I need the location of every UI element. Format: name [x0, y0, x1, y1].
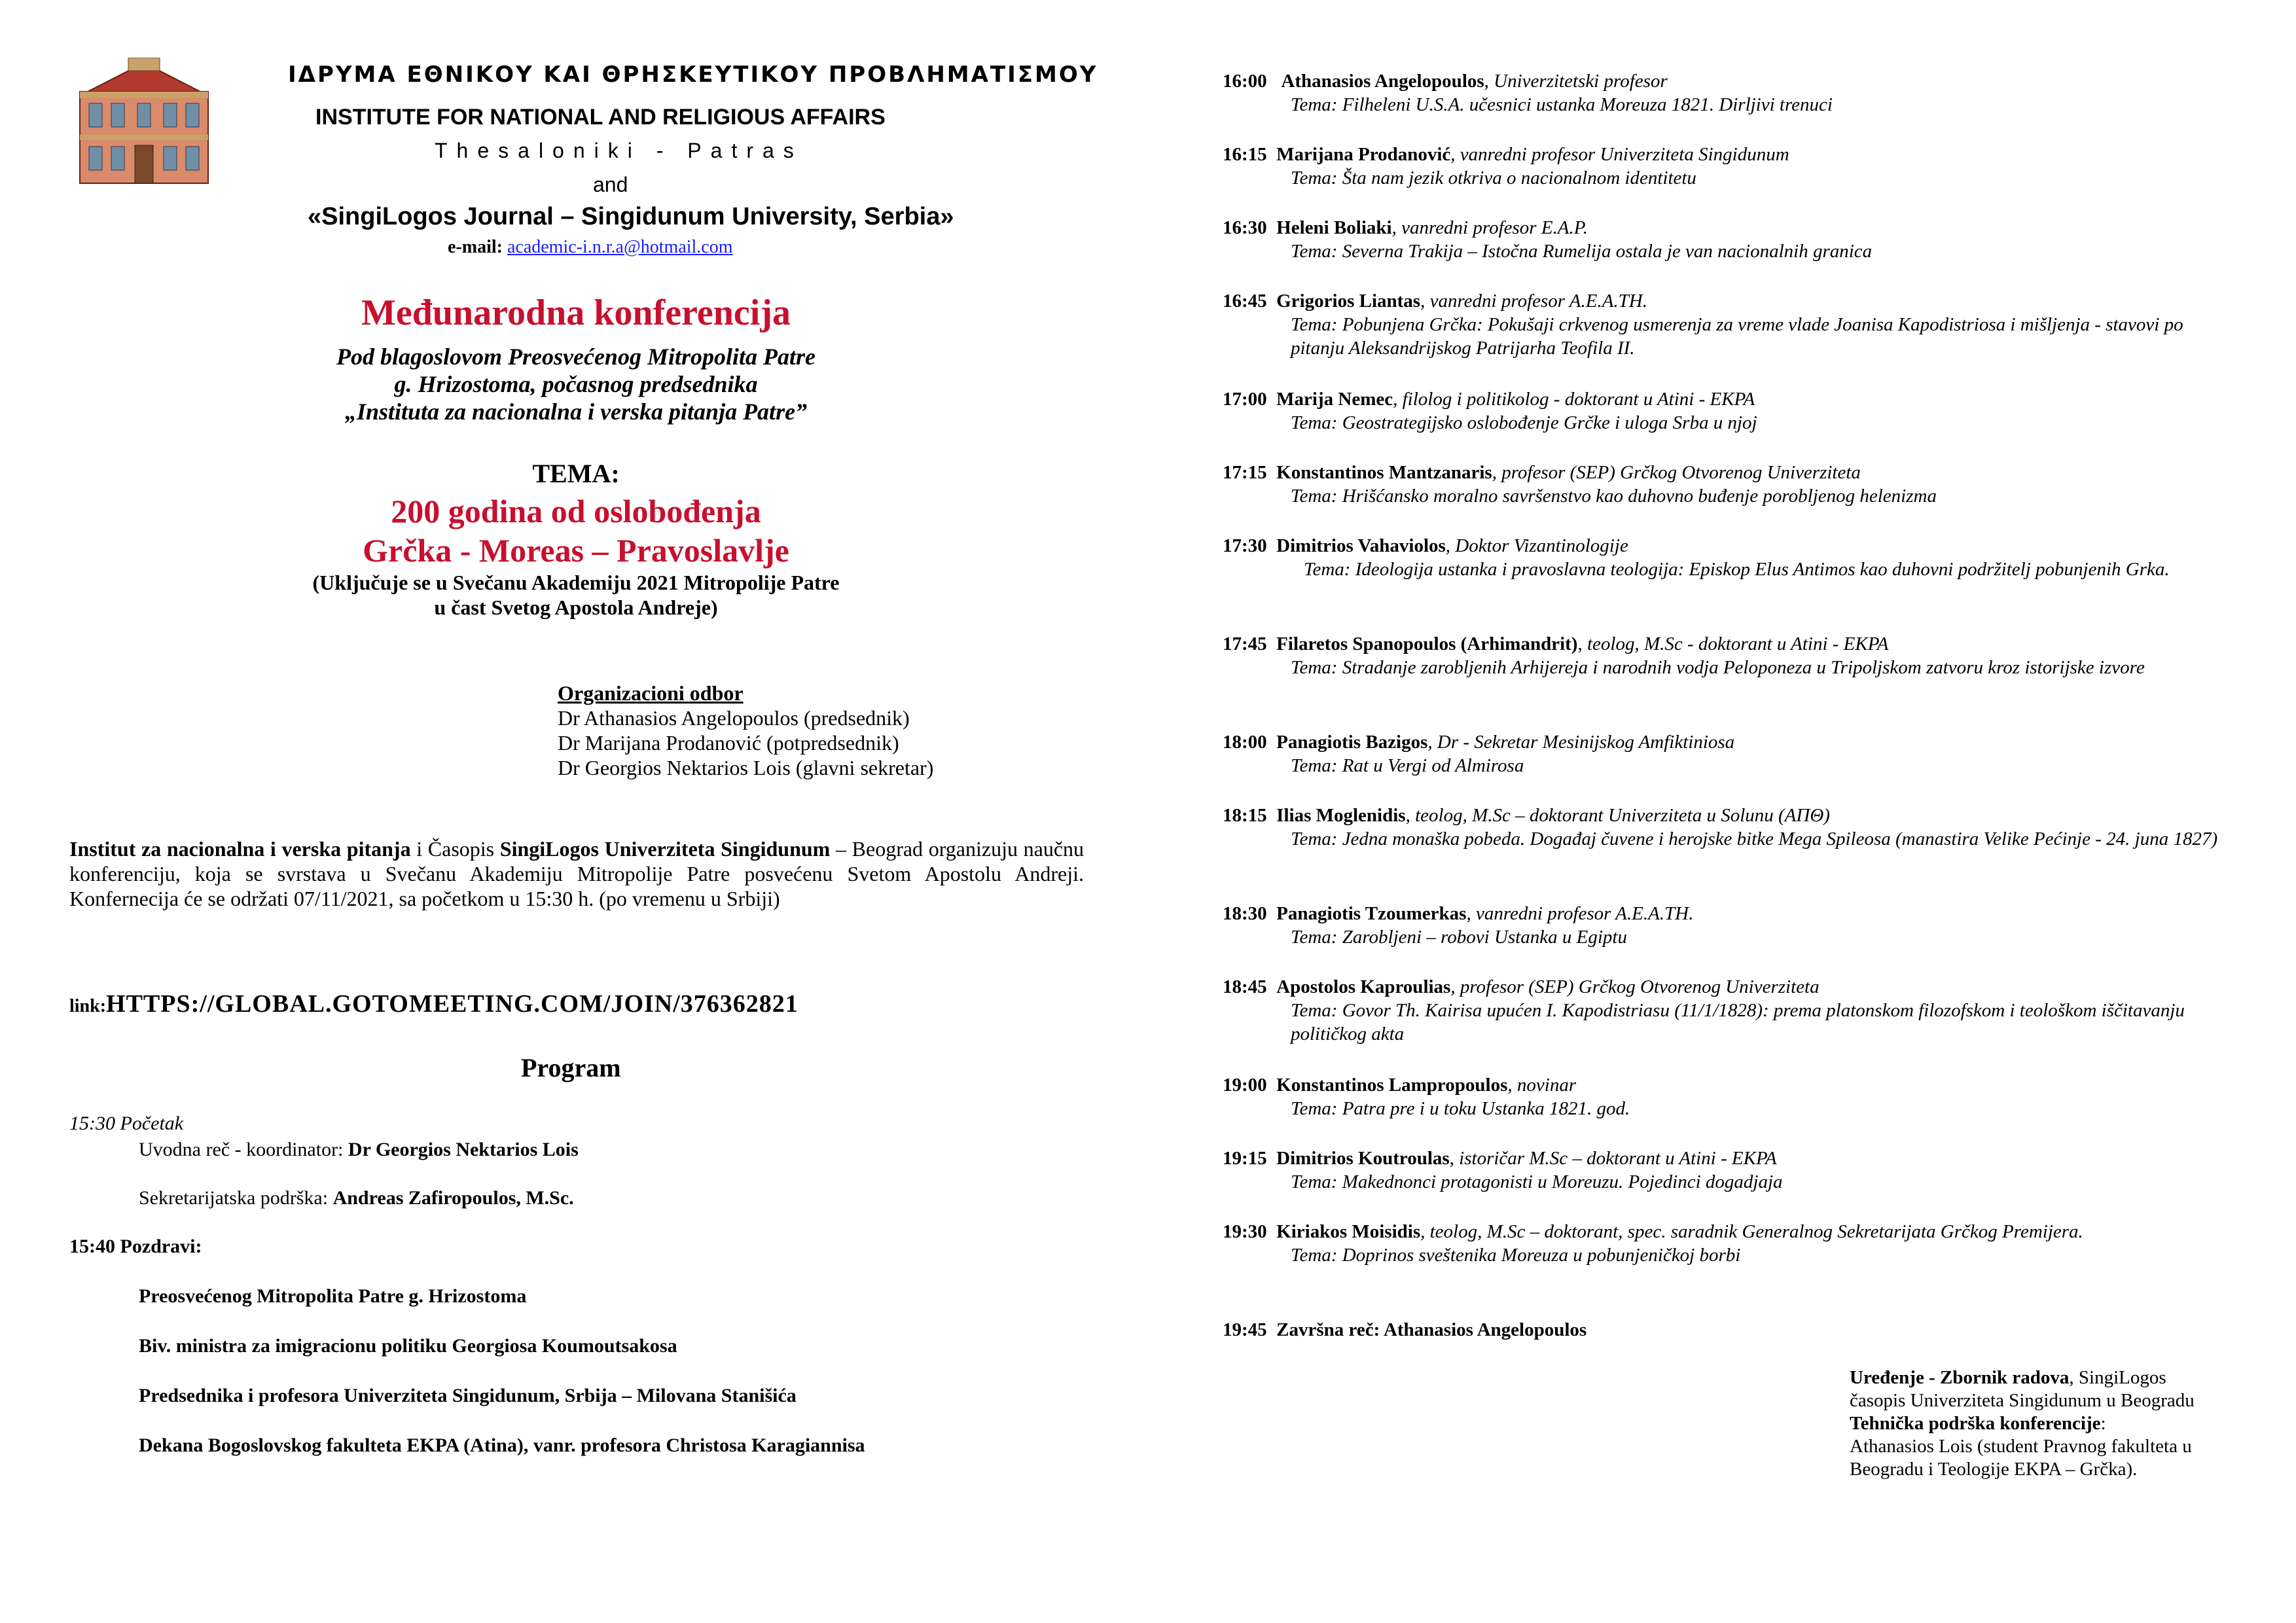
committee-member: Dr Athanasios Angelopoulos (predsednik)	[558, 706, 910, 730]
program-secretariat: Sekretarijatska podrška: Andreas Zafiropoulos, M.Sc.	[139, 1187, 574, 1209]
committee-heading: Organizacioni odbor	[558, 681, 744, 705]
institute-english-name: INSTITUTE FOR NATIONAL AND RELIGIOUS AFFAIRS	[315, 105, 886, 130]
program-title: Program	[521, 1053, 621, 1082]
conjunction-and: and	[593, 173, 628, 196]
talk-item: 16:00 Athanasios Angelopoulos, Univerzitetski profesor Tema: Filheleni U.S.A. učesnici ustanka Moreuza 1821. Dirljivi trenuci	[1223, 71, 1833, 115]
organizing-committee	[558, 681, 933, 780]
email-line	[448, 237, 733, 258]
email-label: e-mail:	[448, 237, 503, 257]
journal-name: «SingiLogos Journal – Singidunum University, Serbia»	[308, 203, 954, 230]
talk-item: 18:30 Panagiotis Tzoumerkas, vanredni profesor A.E.A.TH. Tema: Zarobljeni – robovi Ustanka u Egiptu	[1223, 903, 1694, 948]
talk-item: 17:15 Konstantinos Mantzanaris, profesor (SEP) Grčkog Otvorenog Univerziteta Tema: Hrišćansko moralno savršenstvo kao duhovno buđenje porobljenog helenizma	[1223, 462, 1937, 507]
tema-line-2: Grčka - Moreas – Pravoslavlje	[363, 532, 789, 569]
talk-item: 16:15 Marijana Prodanović, vanredni profesor Univerziteta Singidunum Tema: Šta nam jezik otkriva o nacionalnom identitetu	[1223, 144, 1789, 188]
institute-cities: Thesaloniki - Patras	[435, 139, 803, 162]
program-intro: Uvodna reč - koordinator: Dr Georgios Nektarios Lois	[139, 1139, 579, 1160]
greeting-item: Dekana Bogoslovskog fakulteta EKPA (Atina), vanr. profesora Christosa Karagiannisa	[139, 1435, 865, 1456]
talk-item: 17:30 Dimitrios Vahaviolos, Doktor Vizantinologije Tema: Ideologija ustanka i pravoslavna teologija: Episkop Elus Antimos kao duhovni podržitelj pobunjenih Grka.	[1223, 535, 2170, 580]
program-greetings: 15:40 Pozdravi:	[69, 1236, 202, 1257]
link-label: link:	[69, 996, 107, 1016]
intro-institute: Institut za nacionalna i verska pitanja	[69, 837, 411, 861]
meeting-link[interactable]: HTTPS://GLOBAL.GOTOMEETING.COM/JOIN/376362821	[106, 990, 798, 1018]
talk-item: 19:00 Konstantinos Lampropoulos, novinar Tema: Patra pre i u toku Ustanka 1821. god.	[1223, 1075, 1630, 1119]
closing-remarks: 19:45 Završna reč: Athanasios Angelopoulos	[1223, 1319, 1587, 1340]
conference-title: Međunarodna konferencija	[361, 293, 791, 333]
program-start: 15:30 Početak	[69, 1113, 184, 1134]
intro-journal: SingiLogos Univerziteta Singidunum	[499, 837, 831, 861]
talk-item: 17:45 Filaretos Spanopoulos (Arhimandrit), teolog, M.Sc - doktorant u Atini - EKPA Tema: Stradanje zarobljenih Arhijereja i narodnih vodja Peloponeza u Tripoljskom zatvoru kroz istorijske izvore	[1223, 633, 2145, 678]
tema-label: TEMA:	[532, 459, 620, 488]
greeting-item: Preosvećenog Mitropolita Patre g. Hrizostoma	[139, 1285, 527, 1307]
greeting-item: Predsednika i profesora Univerziteta Singidunum, Srbija – Milovana Stanišića	[139, 1385, 797, 1406]
talk-item: 19:30 Kiriakos Moisidis, teolog, M.Sc – doktorant, spec. saradnik Generalnog Sekretarijata Grčkog Premijera. Tema: Doprinos sveštenika Moreuza u pobunjeničkoj borbi	[1223, 1221, 2083, 1266]
committee-member: Dr Marijana Prodanović (potpredsednik)	[558, 731, 899, 755]
intro-paragraph	[69, 836, 1084, 911]
greeting-item: Biv. ministra za imigracionu politiku Georgiosa Koumoutsakosa	[139, 1335, 677, 1357]
talk-item: 16:30 Heleni Boliaki, vanredni profesor E.A.P. Tema: Severna Trakija – Istočna Rumelija ostala je van nacionalnih granica	[1223, 217, 1873, 262]
intro-text: – Beograd organizuju naučnu konferenciju, koja se svrstava u Svečanu Akademiju Mitropolije Patre posvećenu Svetom Apostolu Andreji. Konfernecija će se održati 07/11/2021, sa početkom u 15:30 h. (po vremenu u Srbiji)	[69, 837, 1085, 910]
institute-building-logo	[75, 58, 213, 188]
blessing-line-3: „Instituta za nacionalna i verska pitanja Patre”	[344, 399, 808, 425]
institute-greek-name: ΙΔΡΥΜΑ ΕΘΝΙΚΟΥ ΚΑΙ ΘΡΗΣΚΕΥΤΙΚΟΥ ΠΡΟΒΛΗΜΑΤΙΣΜΟΥ	[288, 62, 1098, 88]
talk-item: 18:45 Apostolos Kaproulias, profesor (SEP) Grčkog Otvorenog Univerziteta Tema: Govor Th. Kairisa upućen I. Kapodistriasu (11/1/1828): prema platonskom filozofskom i teološkom iščitavanju političkog akta	[1223, 976, 2185, 1044]
inclusion-line-2: u čast Svetog Apostola Andreje)	[434, 596, 718, 619]
committee-member: Dr Georgios Nektarios Lois (glavni sekretar)	[558, 756, 934, 779]
email-link[interactable]: academic-i.n.r.a@hotmail.com	[507, 237, 733, 257]
footer-credits: Uređenje - Zbornik radova, SingiLogos časopis Univerziteta Singidunum u Beogradu Tehnička podrška konferencije: Athanasios Lois (student Pravnog fakulteta u Beogradu i Teologije EKPA – Grčka).	[1850, 1367, 2195, 1480]
talk-item: 19:15 Dimitrios Koutroulas, istoričar M.Sc – doktorant u Atini - EKPA Tema: Makednonci protagonisti u Moreuzu. Pojedinci dogadjaja	[1223, 1148, 1783, 1192]
talk-item: 18:00 Panagiotis Bazigos, Dr - Sekretar Mesinijskog Amfiktiniosa Tema: Rat u Vergi od Almirosa	[1223, 732, 1735, 776]
inclusion-line-1: (Uključuje se u Svečanu Akademiju 2021 Mitropolije Patre	[312, 571, 840, 594]
blessing-line-2: g. Hrizostoma, počasnog predsednika	[394, 371, 758, 397]
blessing-line-1: Pod blagoslovom Preosvećenog Mitropolita Patre	[336, 344, 816, 370]
meeting-link-line	[69, 990, 798, 1018]
talk-item: 18:15 Ilias Moglenidis, teolog, M.Sc – doktorant Univerziteta u Solunu (ΑΠΘ) Tema: Jedna monaška pobeda. Događaj čuvene i herojske bitke Mega Spileosa (manastira Velike Pećinje - 24. juna 1827)	[1223, 805, 2218, 849]
tema-line-1: 200 godina od oslobođenja	[391, 493, 761, 529]
intro-text: i Časopis	[410, 837, 500, 861]
talk-item: 16:45 Grigorios Liantas, vanredni profesor A.E.A.TH. Tema: Pobunjena Grčka: Pokušaji crkvenog usmerenja za vreme vlade Joanisa Kapodistriosa i mišljenja - stavovi po pitanju Aleksandrijskog Patrijarha Teofila II.	[1223, 291, 2183, 359]
talk-item: 17:00 Marija Nemec, filolog i politikolog - doktorant u Atini - EKPA Tema: Geostrategijsko oslobođenje Grčke i uloga Srba u njoj	[1223, 389, 1757, 433]
